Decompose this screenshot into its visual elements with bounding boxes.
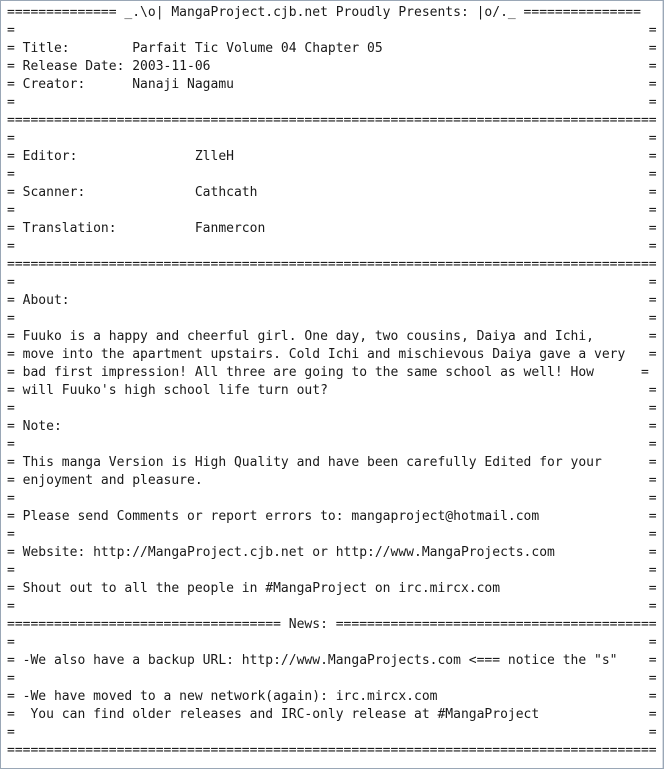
text-line: = = xyxy=(7,635,657,650)
text-line: = = xyxy=(7,401,657,416)
text-line: = = xyxy=(7,599,657,614)
text-line: = Editor: ZlleH = xyxy=(7,149,657,164)
text-line: = = xyxy=(7,239,657,254)
text-line: = This manga Version is High Quality and have been carefully Edited for your = xyxy=(7,455,657,470)
text-line: = Shout out to all the people in #MangaProject on irc.mircx.com = xyxy=(7,581,657,596)
text-line: = Website: http://MangaProject.cjb.net or http://www.MangaProjects.com = xyxy=(7,545,657,560)
window-edge xyxy=(662,1,663,768)
text-line: = = xyxy=(7,203,657,218)
text-line: = = xyxy=(7,527,657,542)
release-notes-text[interactable] xyxy=(7,4,657,760)
text-line: = = xyxy=(7,95,657,110)
text-line: = Fuuko is a happy and cheerful girl. One day, two cousins, Daiya and Ichi, = xyxy=(7,329,657,344)
text-line: = = xyxy=(7,131,657,146)
text-line: = bad first impression! All three are going to the same school as well! How = xyxy=(7,365,649,380)
text-line: = = xyxy=(7,275,657,290)
text-line: =================================================================================== xyxy=(7,113,657,128)
text-line: = = xyxy=(7,725,657,740)
text-line: = = xyxy=(7,23,657,38)
text-line: = -We also have a backup URL: http://www.MangaProjects.com <=== notice the "s" = xyxy=(7,653,657,668)
text-line: = -We have moved to a new network(again): irc.mircx.com = xyxy=(7,689,657,704)
text-line: = = xyxy=(7,167,657,182)
text-line: = Scanner: Cathcath = xyxy=(7,185,657,200)
text-line: = Note: = xyxy=(7,419,657,434)
text-line: = Creator: Nanaji Nagamu = xyxy=(7,77,657,92)
text-line: = Please send Comments or report errors to: mangaproject@hotmail.com = xyxy=(7,509,657,524)
text-line: = Release Date: 2003-11-06 = xyxy=(7,59,657,74)
text-line: =================================================================================== xyxy=(7,257,657,272)
text-line: = About: = xyxy=(7,293,657,308)
text-line: = = xyxy=(7,437,657,452)
text-line: = = xyxy=(7,311,657,326)
text-line: =================================================================================== xyxy=(7,743,657,758)
text-line: =================================== News: ========================================= xyxy=(7,617,657,632)
text-line: = Title: Parfait Tic Volume 04 Chapter 05 = xyxy=(7,41,657,56)
text-line: = = xyxy=(7,491,657,506)
text-line: = will Fuuko's high school life turn out? = xyxy=(7,383,657,398)
text-line: ============== _.\o| MangaProject.cjb.net Proudly Presents: |o/._ =============== xyxy=(7,5,641,20)
text-line: = You can find older releases and IRC-only release at #MangaProject = xyxy=(7,707,657,722)
text-line: = = xyxy=(7,671,657,686)
text-line: = = xyxy=(7,563,657,578)
text-line: = enjoyment and pleasure. = xyxy=(7,473,657,488)
text-line: = move into the apartment upstairs. Cold Ichi and mischievous Daiya gave a very = xyxy=(7,347,657,362)
text-line: = Translation: Fanmercon = xyxy=(7,221,657,236)
